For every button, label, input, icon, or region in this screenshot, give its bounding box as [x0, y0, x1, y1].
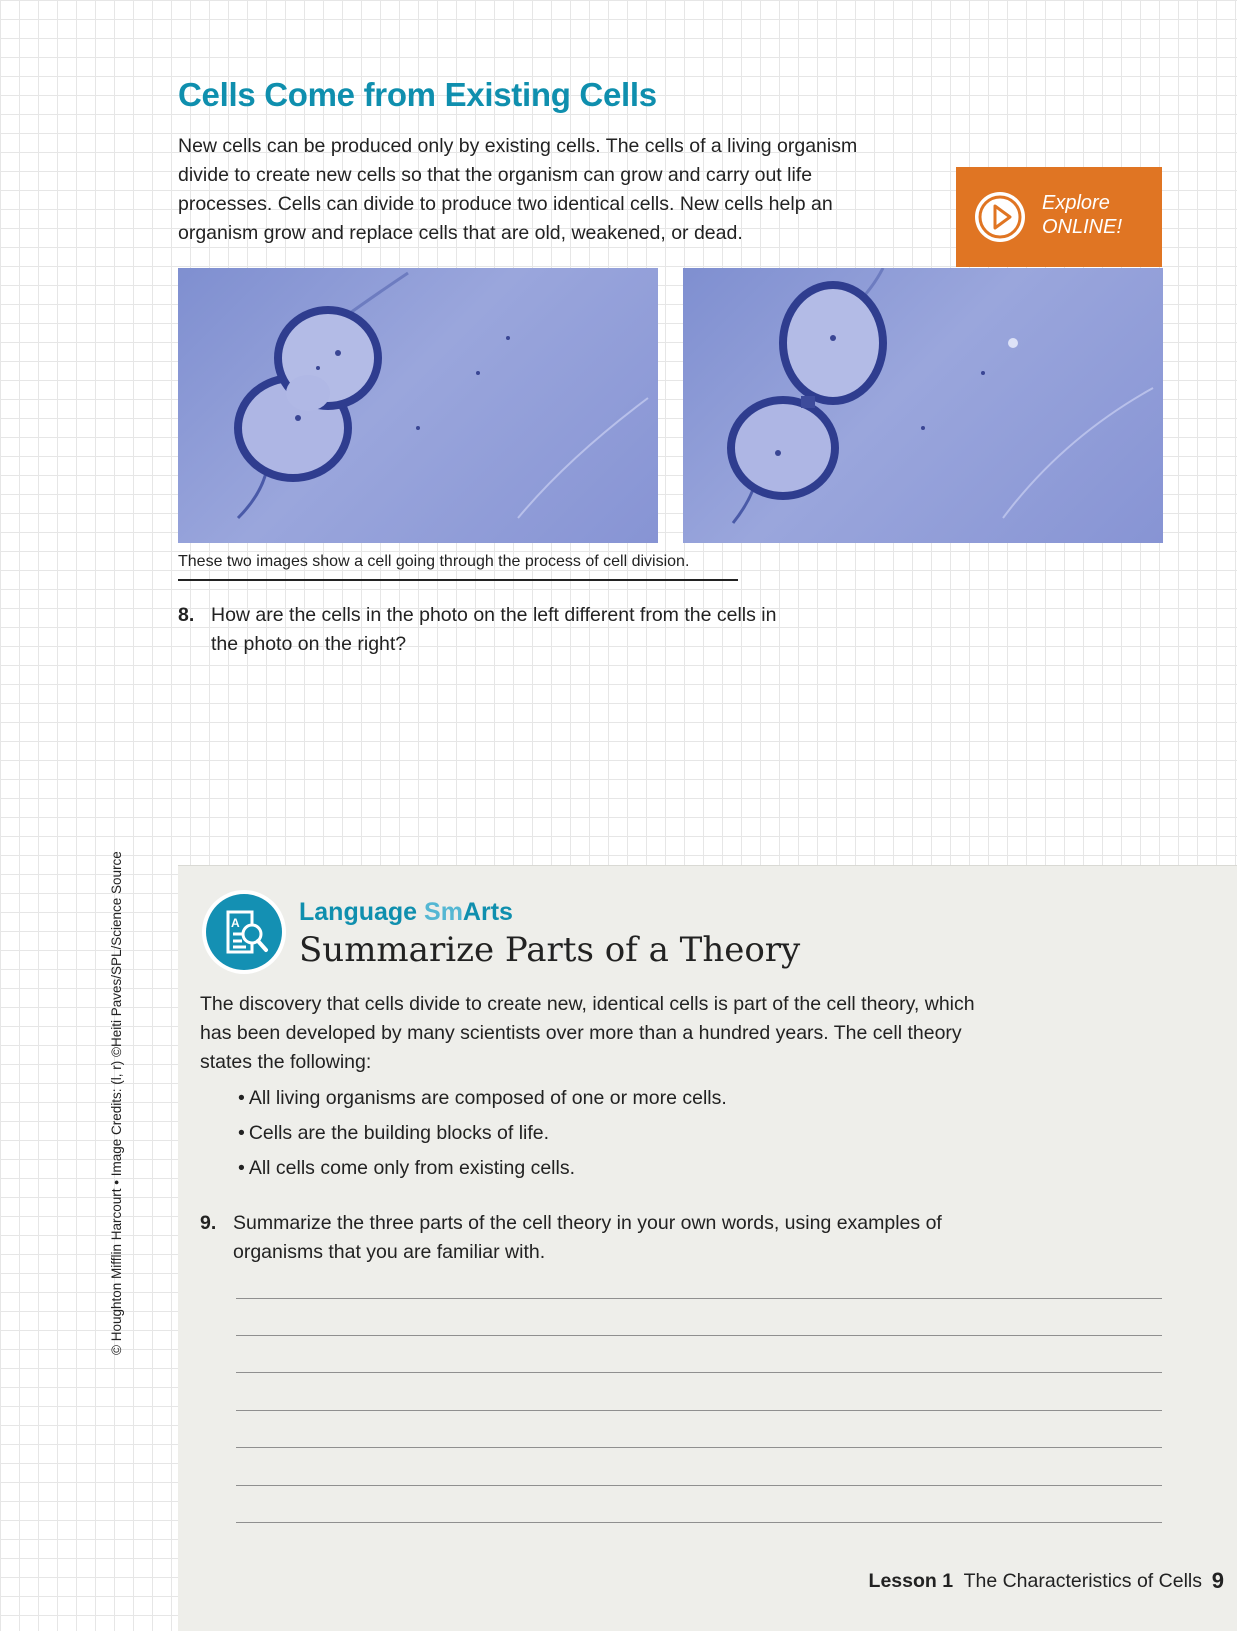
- lesson-label: Lesson 1: [868, 1570, 954, 1592]
- question-9-text: Summarize the three parts of the cell theory in your own words, using examples of organisms that you are familiar with.: [233, 1212, 942, 1263]
- page-footer: [822, 1570, 1202, 1593]
- language-smarts-brand: [299, 898, 513, 927]
- cell-theory-paragraph: The discovery that cells divide to create new, identical cells is part of the cell theory, which has been developed by many scientists over more than a hundred years. The cell theory states the following:: [200, 993, 975, 1073]
- answer-line[interactable]: [236, 1410, 1162, 1411]
- brand-part-1: Language: [299, 898, 425, 926]
- image-credit: © Houghton Mifflin Harcourt • Image Credits: (l, r) ©Heiti Paves/SPL/Science Source: [109, 851, 124, 1355]
- question-8-number: 8.: [178, 604, 195, 626]
- answer-line[interactable]: [236, 1522, 1162, 1523]
- lesson-title: The Characteristics of Cells: [963, 1570, 1202, 1592]
- question-8-text: How are the cells in the photo on the left different from the cells in the photo on the right?: [211, 604, 777, 655]
- reading-magnifier-icon: [202, 890, 286, 974]
- answer-line[interactable]: [236, 1485, 1162, 1486]
- answer-line[interactable]: [236, 1298, 1162, 1299]
- page-number: 9: [1211, 1568, 1224, 1593]
- cell-theory-list: [238, 1084, 727, 1189]
- svg-text:A: A: [231, 916, 240, 930]
- question-9: [200, 1209, 1000, 1269]
- explore-line-1: Explore: [1042, 192, 1110, 214]
- explore-online-button[interactable]: [956, 167, 1162, 267]
- section-title: Cells Come from Existing Cells: [178, 76, 657, 113]
- question-9-number: 9.: [200, 1212, 217, 1234]
- play-icon: [975, 192, 1025, 242]
- brand-part-sm: Sm: [424, 898, 463, 926]
- list-item: • All living organisms are composed of one or more cells.: [238, 1084, 727, 1119]
- list-item: • Cells are the building blocks of life.: [238, 1119, 727, 1154]
- answer-line[interactable]: [236, 1447, 1162, 1448]
- list-item: • All cells come only from existing cells.: [238, 1154, 727, 1189]
- cell-division-photo-right: [683, 268, 1163, 543]
- intro-paragraph: New cells can be produced only by existing cells. The cells of a living organism divide to create new cells so that the organism can grow and carry out life processes. Cells can divide to produce two identical cells. New cells help an organism grow and replace cells that are old, weakened, or dead.: [178, 135, 858, 244]
- explore-label: [1042, 191, 1122, 239]
- question-8: [178, 601, 778, 661]
- language-smarts-heading: Summarize Parts of a Theory: [299, 930, 801, 970]
- cell-division-photo-left: [178, 268, 658, 543]
- answer-line[interactable]: [236, 1335, 1162, 1336]
- explore-line-2: ONLINE!: [1042, 216, 1123, 238]
- language-smarts-panel: [178, 866, 1237, 1631]
- answer-line[interactable]: [236, 1372, 1162, 1373]
- brand-part-2: Arts: [462, 898, 513, 926]
- figure-caption: These two images show a cell going through the process of cell division.: [178, 553, 738, 581]
